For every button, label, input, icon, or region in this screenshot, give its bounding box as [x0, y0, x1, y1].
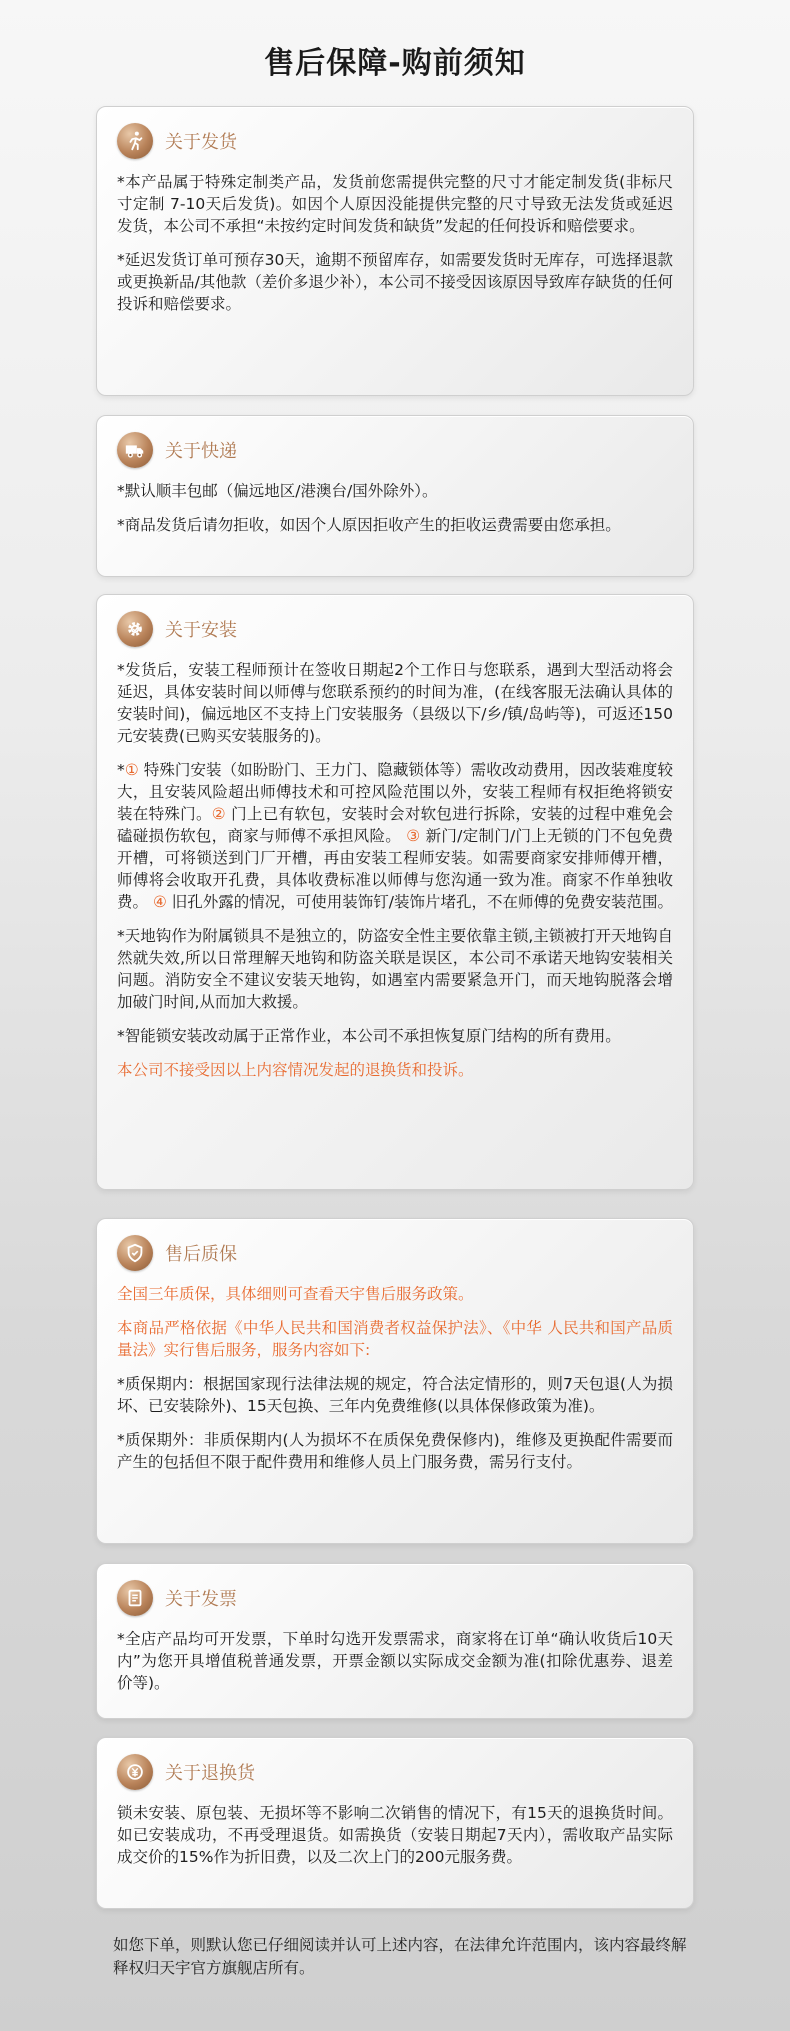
- install-notice: 本公司不接受因以上内容情况发起的退换货和投诉。: [117, 1061, 474, 1079]
- warranty-title: 售后质保: [165, 1244, 237, 1265]
- returns-card: [96, 1737, 694, 1909]
- refund-icon: [117, 1754, 153, 1790]
- install-paragraph-4: *智能锁安装改动属于正常作业，本公司不承担恢复原门结构的所有费用。: [117, 1027, 621, 1045]
- shipping-paragraph-1: *本产品属于特殊定制类产品，发货前您需提供完整的尺寸才能定制发货(非标尺寸定制 7-10天后发货)。如因个人原因没能提供完整的尺寸导致无法发货或延迟发货，本公司不承担“未按约定时间发货和缺货”发起的任何投诉和赔偿要求。: [117, 173, 673, 235]
- returns-title: 关于退换货: [165, 1763, 255, 1784]
- invoice-card: [96, 1563, 694, 1719]
- returns-card-header: [117, 1752, 673, 1792]
- gear-icon: [117, 611, 153, 647]
- install-paragraph-2: [117, 759, 673, 913]
- install-title: 关于安装: [165, 620, 237, 641]
- shipping-title: 关于发货: [165, 132, 237, 153]
- shield-icon: [117, 1235, 153, 1271]
- warranty-paragraph-3: *质保期内：根据国家现行法律法规的规定，符合法定情形的，则7天包退(人为损坏、已安装除外)、15天包换、三年内免费维修(以具体保修政策为准)。: [117, 1375, 673, 1415]
- express-title: 关于快递: [165, 441, 237, 462]
- express-paragraph-2: *商品发货后请勿拒收，如因个人原因拒收产生的拒收运费需要由您承担。: [117, 516, 621, 534]
- install-card: [96, 594, 694, 1190]
- express-card: [96, 415, 694, 577]
- page-title: 售后保障-购前须知: [264, 46, 526, 81]
- express-card-header: [117, 430, 673, 470]
- express-paragraph-1: *默认顺丰包邮（偏远地区/港澳台/国外除外）。: [117, 482, 438, 500]
- running-icon: [117, 123, 153, 159]
- returns-paragraph-1: 锁未安装、原包装、无损坏等不影响二次销售的情况下，有15天的退换货时间。如已安装成功，不再受理退货。如需换货（安装日期起7天内），需收取产品实际成交价的15%作为折旧费，以及二次上门的200元服务费。: [117, 1804, 673, 1866]
- install-number-4: ④: [152, 893, 167, 911]
- install-card-header: [117, 609, 673, 649]
- footer-disclaimer: 如您下单，则默认您已仔细阅读并认可上述内容，在法律允许范围内，该内容最终解释权归天宇官方旗舰店所有。: [113, 1936, 687, 1977]
- invoice-card-header: [117, 1578, 673, 1618]
- warranty-paragraph-4: *质保期外：非质保期内(人为损坏不在质保免费保修内)，维修及更换配件需要而产生的包括但不限于配件费用和维修人员上门服务费，需另行支付。: [117, 1431, 673, 1471]
- install-item-4: 旧孔外露的情况，可使用装饰钉/装饰片堵孔，不在师傅的免费安装范围。: [166, 893, 673, 911]
- truck-icon: [117, 432, 153, 468]
- shipping-card: [96, 106, 694, 396]
- install-number-2: ②: [211, 805, 226, 823]
- install-item-2: 门上已有软包，安装时会对软包进行拆除，安装的过程中难免会磕碰损伤软包，商家与师傅不承担风险。: [117, 805, 673, 845]
- shipping-card-header: [117, 121, 673, 161]
- warranty-paragraph-2: 本商品严格依据《中华人民共和国消费者权益保护法》、《中华 人民共和国产品质量法》实行售后服务，服务内容如下:: [117, 1319, 673, 1359]
- install-item-1: 特殊门安装（如盼盼门、王力门、隐藏锁体等）需收改动费用，因改装难度较大，且安装风险超出师傅技术和可控风险范围以外，安装工程师有权拒绝将锁安装在特殊门。: [117, 761, 673, 823]
- install-paragraph-1: *发货后，安装工程师预计在签收日期起2个工作日与您联系，遇到大型活动将会延迟，具体安装时间以师傅与您联系预约的时间为准，(在线客服无法确认具体的安装时间)，偏远地区不支持上门安装服务（县级以下/乡/镇/岛屿等)，可返还150元安装费(已购买安装服务的)。: [117, 661, 673, 745]
- warranty-paragraph-1: 全国三年质保，具体细则可查看天宇售后服务政策。: [117, 1285, 474, 1303]
- install-paragraph-3: *天地钩作为附属锁具不是独立的，防盗安全性主要依靠主锁,主锁被打开天地钩自然就失效,所以日常理解天地钩和防盗关联是误区，本公司不承诺天地钩安装相关问题。消防安全不建议安装天地钩，如遇室内需要紧急开门，而天地钩脱落会增加破门时间,从而加大救援。: [117, 927, 673, 1011]
- install-number-3: ③: [406, 827, 421, 845]
- invoice-title: 关于发票: [165, 1589, 237, 1610]
- install-number-1: ①: [124, 761, 139, 779]
- shipping-paragraph-2: *延迟发货订单可预存30天，逾期不预留库存，如需要发货时无库存，可选择退款或更换新品/其他款（差价多退少补），本公司不接受因该原因导致库存缺货的任何投诉和赔偿要求。: [117, 251, 673, 313]
- install-item-3: 新门/定制门/门上无锁的门不包免费开槽，可将锁送到门厂开槽，再由安装工程师安装。如需要商家安排师傅开槽，师傅将会收取开孔费，具体收费标准以师傅与您沟通一致为准。商家不作单独收费。: [117, 827, 674, 911]
- invoice-icon: [117, 1580, 153, 1616]
- install-star: *: [117, 761, 125, 779]
- invoice-paragraph-1: *全店产品均可开发票，下单时勾选开发票需求，商家将在订单“确认收货后10天内”为您开具增值税普通发票，开票金额以实际成交金额为准(扣除优惠券、退差价等)。: [117, 1630, 673, 1692]
- warranty-card-header: [117, 1233, 673, 1273]
- warranty-card: [96, 1218, 694, 1544]
